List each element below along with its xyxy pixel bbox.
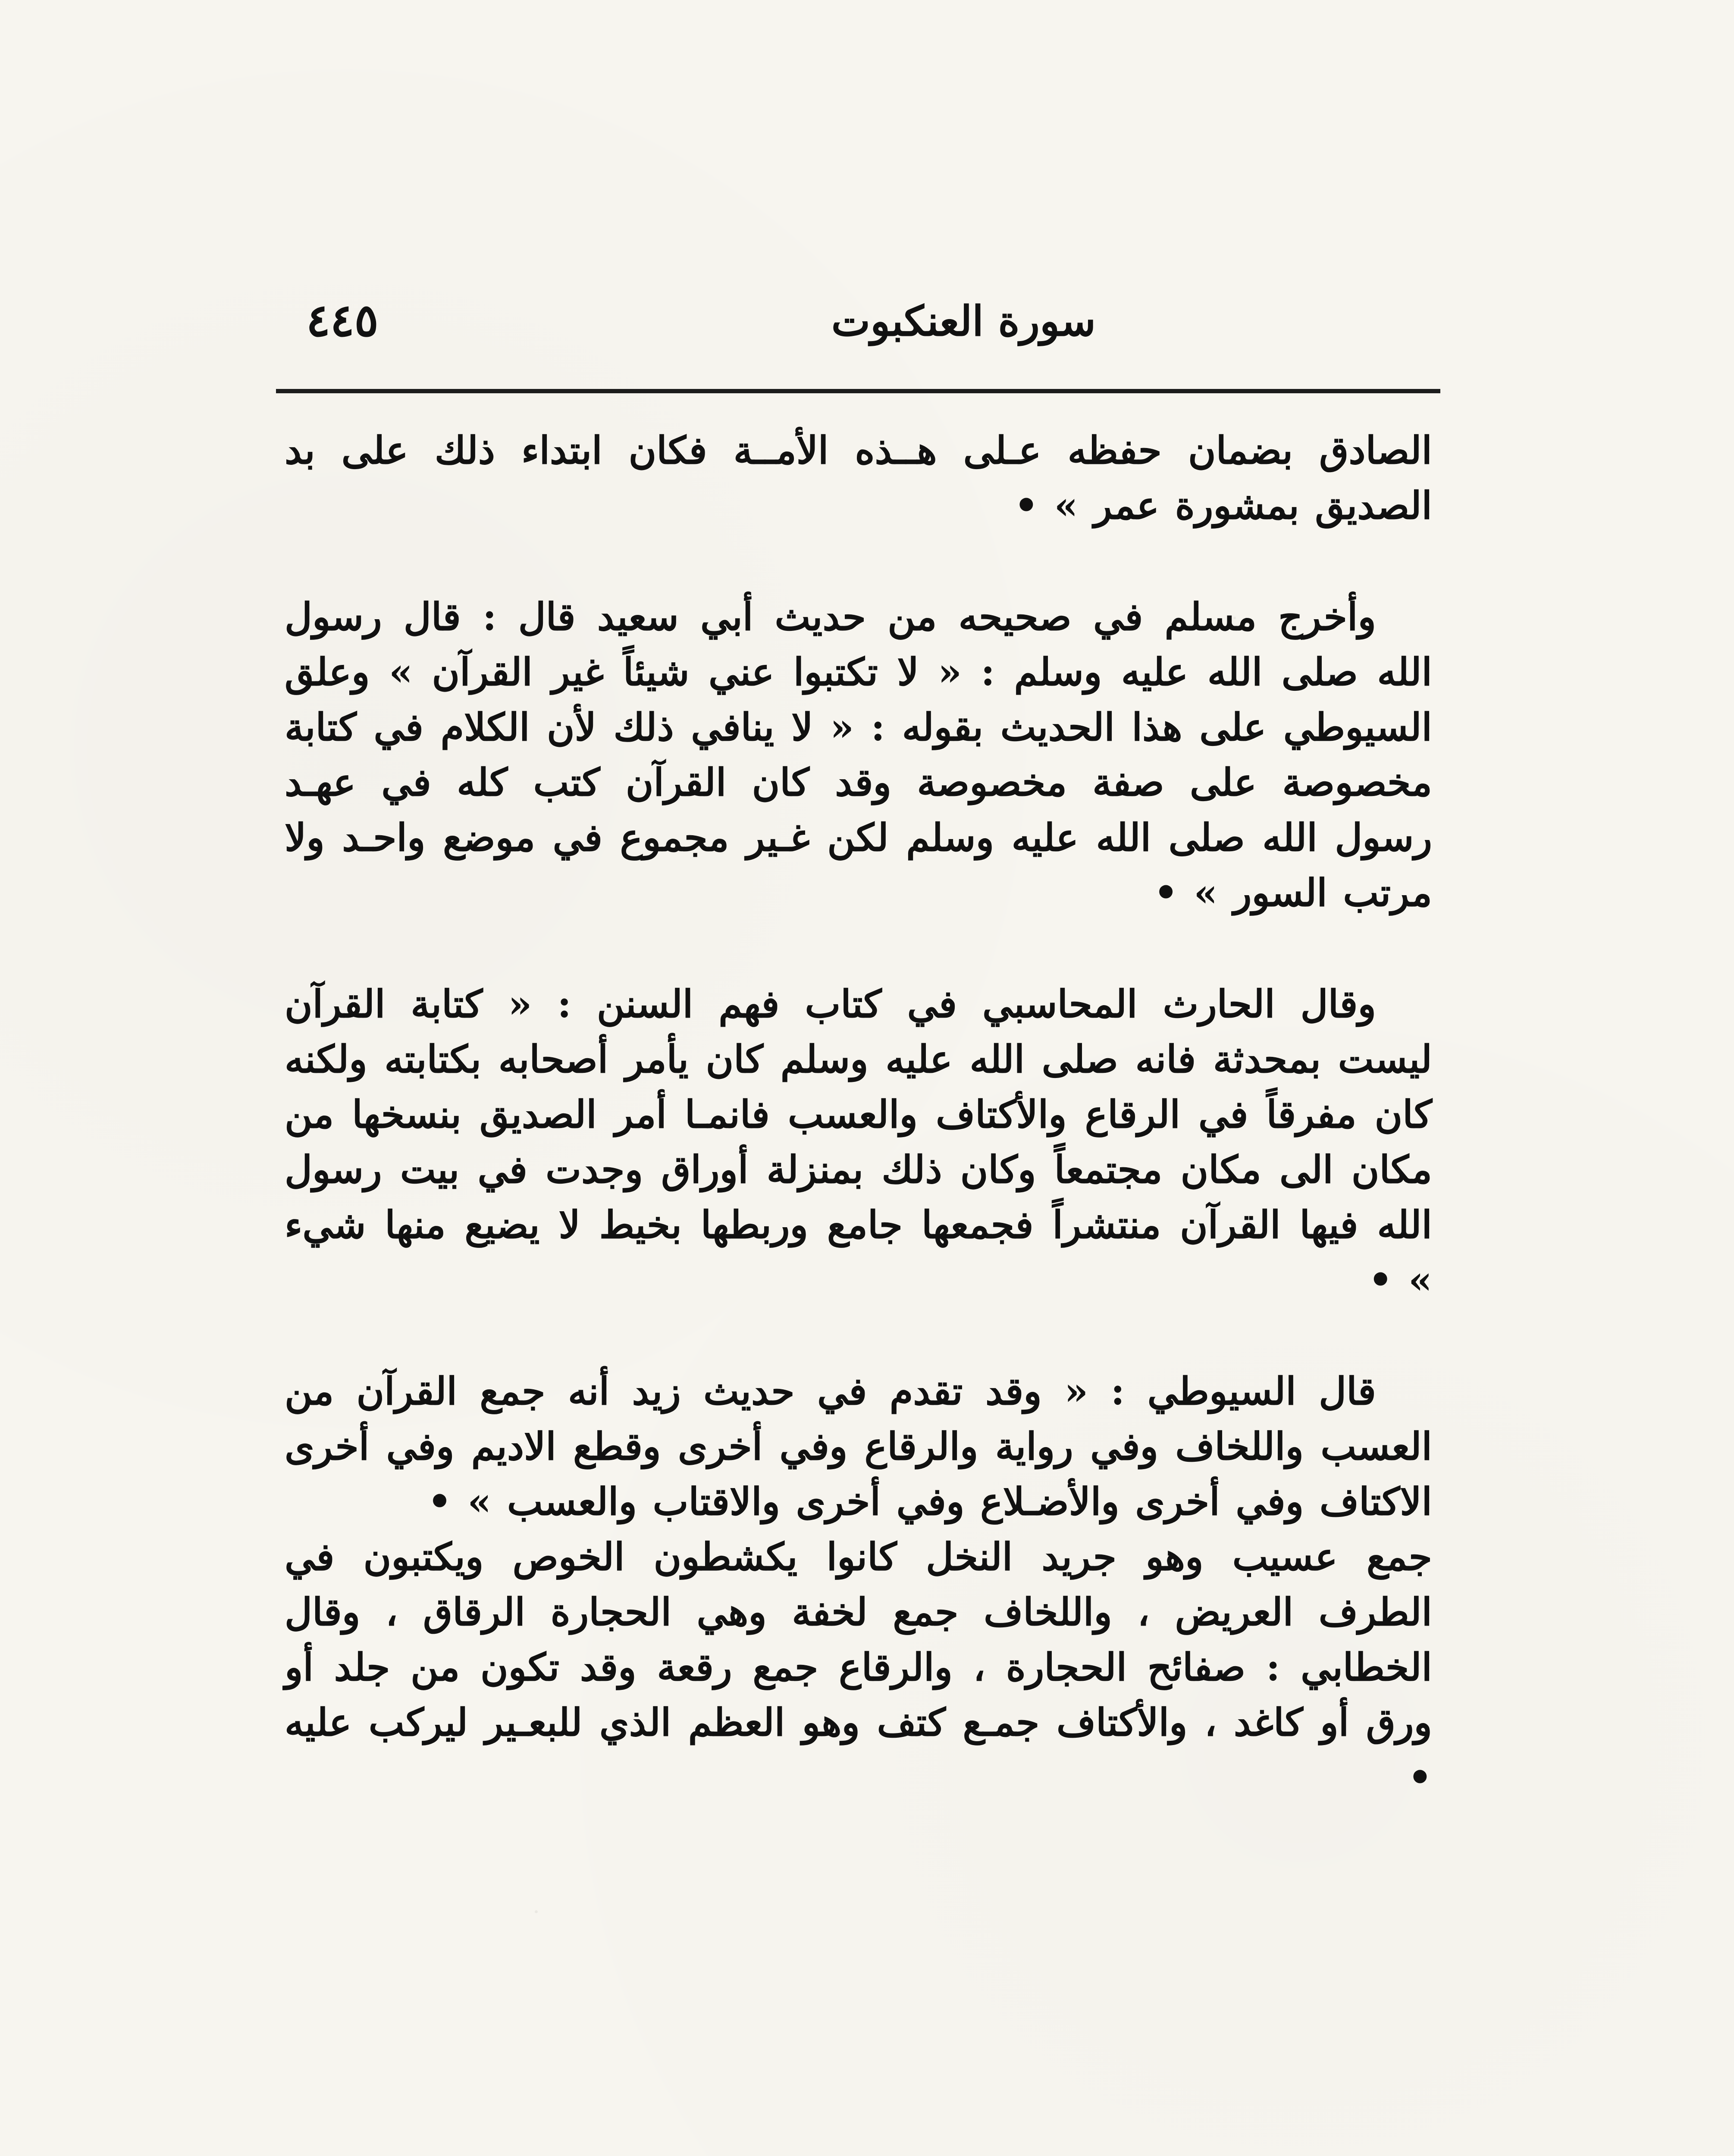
paper-speck [535,1910,538,1913]
paper-speck [1233,617,1236,619]
page-body [285,423,1432,1861]
page-header [276,289,1432,362]
paragraph-3: وقال الحارث المحاسبي في كتاب فهم السنن : « كتابة القرآن ليست بمحدثة فانه صلى الله عليه وسلم كان يأمر أصحابه بكتابته ولكنه كان مفرقاً في الرقاع والأكتاف والعسب فانمـا أمر الصديق بنسخها من مكان الى مكان مجتمعاً وكان ذلك بمنزلة أوراق وجدت في بيت رسول الله فيها القرآن منتشراً فجمعها جامع وربطها بخيط لا يضيع منها شيء » • [285,981,1432,1302]
page-number: ٤٤٥ [306,294,379,347]
page-title: سورة العنكبوت [831,297,1096,345]
header-divider [276,389,1440,393]
paragraph-5: جمع عسيب وهو جريد النخل كانوا يكشطون الخوص ويكتبون في الطرف العريض ، واللخاف جمع لخفة وهي الحجارة الرقاق ، وقال الخطابي : صفائح الحجارة ، والرقاع جمع رقعة وقد تكون من جلد أو ورق أو كاغد ، والأكتاف جمـع كتف وهو العظم الذي للبعـير ليركب عليه • [285,1534,1432,1800]
paragraph-4: قال السيوطي : « وقد تقدم في حديث زيد أنه جمع القرآن من العسب واللخاف وفي رواية والرقاع وفي أخرى وقطع الاديم وفي أخرى الاكتاف وفي أخرى والأضـلاع وفي أخرى والاقتاب والعسب » • [285,1369,1432,1524]
paragraph-1: الصادق بضمان حفظه عـلى هــذه الأمــة فكان ابتداء ذلك على بد الصديق بمشورة عمر » • [285,428,1432,528]
paragraph-2: وأخرج مسلم في صحيحه من حديث أبي سعيد قال : قال رسول الله صلى الله عليه وسلم : « لا تكتبوا عني شيئاً غير القرآن » وعلق السيوطي على هذا الحديث بقوله : « لا ينافي ذلك لأن الكلام في كتابة مخصوصة على صفة مخصوصة وقد كان القرآن كتب كله في عهـد رسول الله صلى الله عليه وسلم لكن غـير مجموع في موضع واحـد ولا مرتب السور » • [285,594,1432,915]
